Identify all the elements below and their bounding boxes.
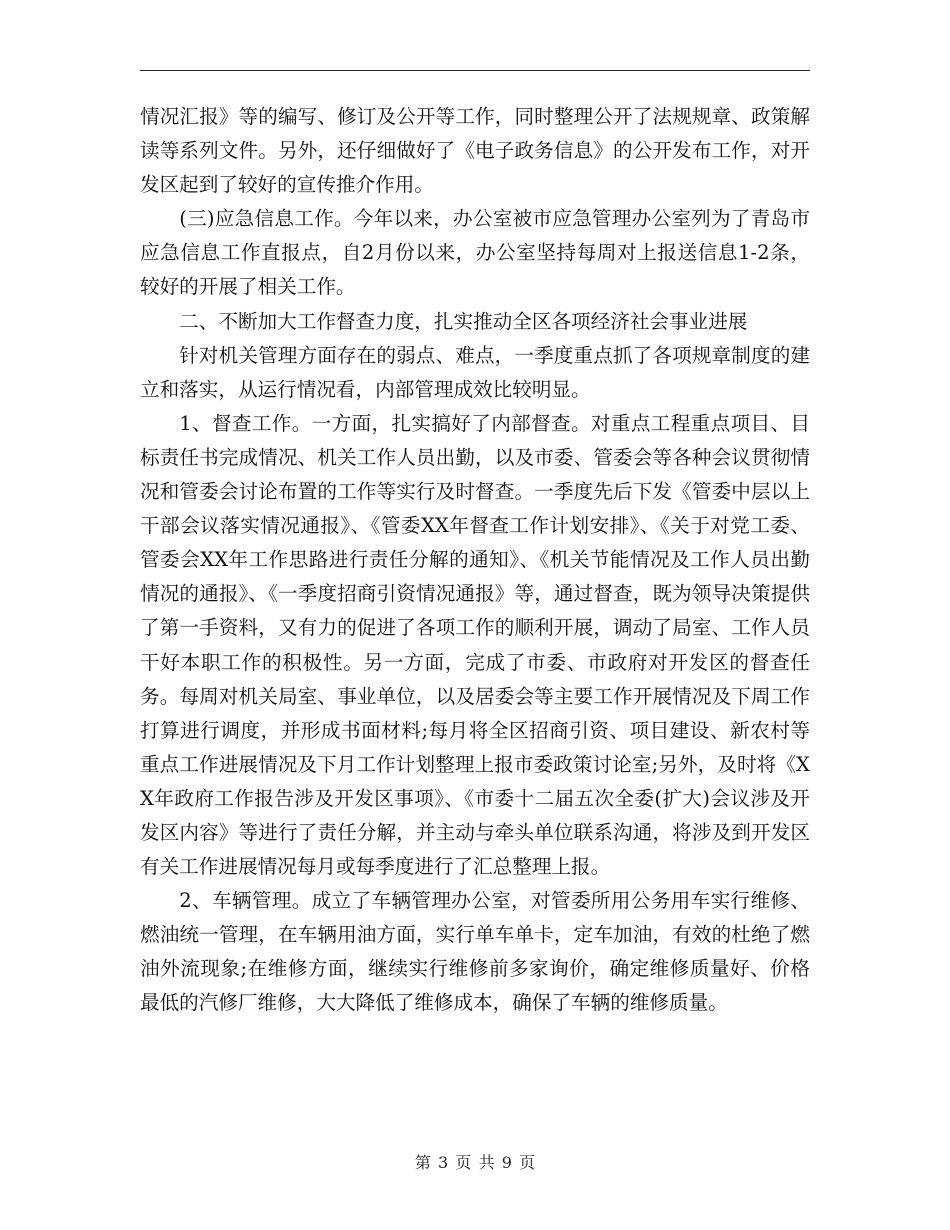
paragraph-continuation: 情况汇报》等的编写、修订及公开等工作，同时整理公开了法规规章、政策解读等系列文件。另外，还仔细做好了《电子政务信息》的公开发布工作，对开发区起到了较好的宣传推介作用。	[140, 105, 810, 197]
footer-page-number: 3	[438, 1153, 449, 1172]
footer-total-prefix: 共	[478, 1153, 495, 1172]
footer-total-pages: 9	[501, 1153, 512, 1172]
paragraph-vehicle-management: 2、车辆管理。成立了车辆管理办公室，对管委所用公务用车实行维修、燃油统一管理，在车辆用油方面，实行单车单卡，定车加油，有效的杜绝了燃油外流现象;在维修方面，继续实行维修前多家询价，确定维修质量好、价格最低的汽修厂维修，大大降低了维修成本，确保了车辆的维修质量。	[140, 889, 810, 1015]
section-heading-supervision: 二、不断加大工作督查力度，扎实推动全区各项经济社会事业进展	[179, 309, 748, 333]
page-footer	[0, 1153, 950, 1173]
paragraph-management-intro: 针对机关管理方面存在的弱点、难点，一季度重点抓了各项规章制度的建立和落实，从运行情况看，内部管理成效比较明显。	[140, 343, 810, 401]
header-rule	[140, 70, 810, 71]
paragraph-emergency-info: (三)应急信息工作。今年以来，办公室被市应急管理办公室列为了青岛市应急信息工作直报点，自2月份以来，办公室坚持每周对上报送信息1-2条，较好的开展了相关工作。	[140, 207, 810, 299]
paragraph-supervision-work: 1、督查工作。一方面，扎实搞好了内部督查。对重点工程重点项目、目标责任书完成情况、机关工作人员出勤，以及市委、管委会等各种会议贯彻情况和管委会讨论布置的工作等实行及时督查。一季度先后下发《管委中层以上干部会议落实情况通报》、《管委XX年督查工作计划安排》、《关于对党工委、管委会XX年工作思路进行责任分解的通知》、《机关节能情况及工作人员出勤情况的通报》、《一季度招商引资情况通报》等，通过督查，既为领导决策提供了第一手资料，又有力的促进了各项工作的顺利开展，调动了局室、工作人员干好本职工作的积极性。另一方面，完成了市委、市政府对开发区的督查任务。每周对机关局室、事业单位，以及居委会等主要工作开展情况及下周工作打算进行调度，并形成书面材料;每月将全区招商引资、项目建设、新农村等重点工作进展情况及下月工作计划整理上报市委政策讨论室;另外，及时将《XX年政府工作报告涉及开发区事项》、《市委十二届五次全委(扩大)会议涉及开发区内容》等进行了责任分解，并主动与牵头单位联系沟通，将涉及到开发区有关工作进展情况每月或每季度进行了汇总整理上报。	[140, 411, 810, 879]
footer-page-label: 页	[455, 1153, 472, 1172]
document-body	[140, 100, 810, 1021]
footer-page-prefix: 第	[414, 1153, 431, 1172]
footer-total-suffix: 页	[519, 1153, 536, 1172]
